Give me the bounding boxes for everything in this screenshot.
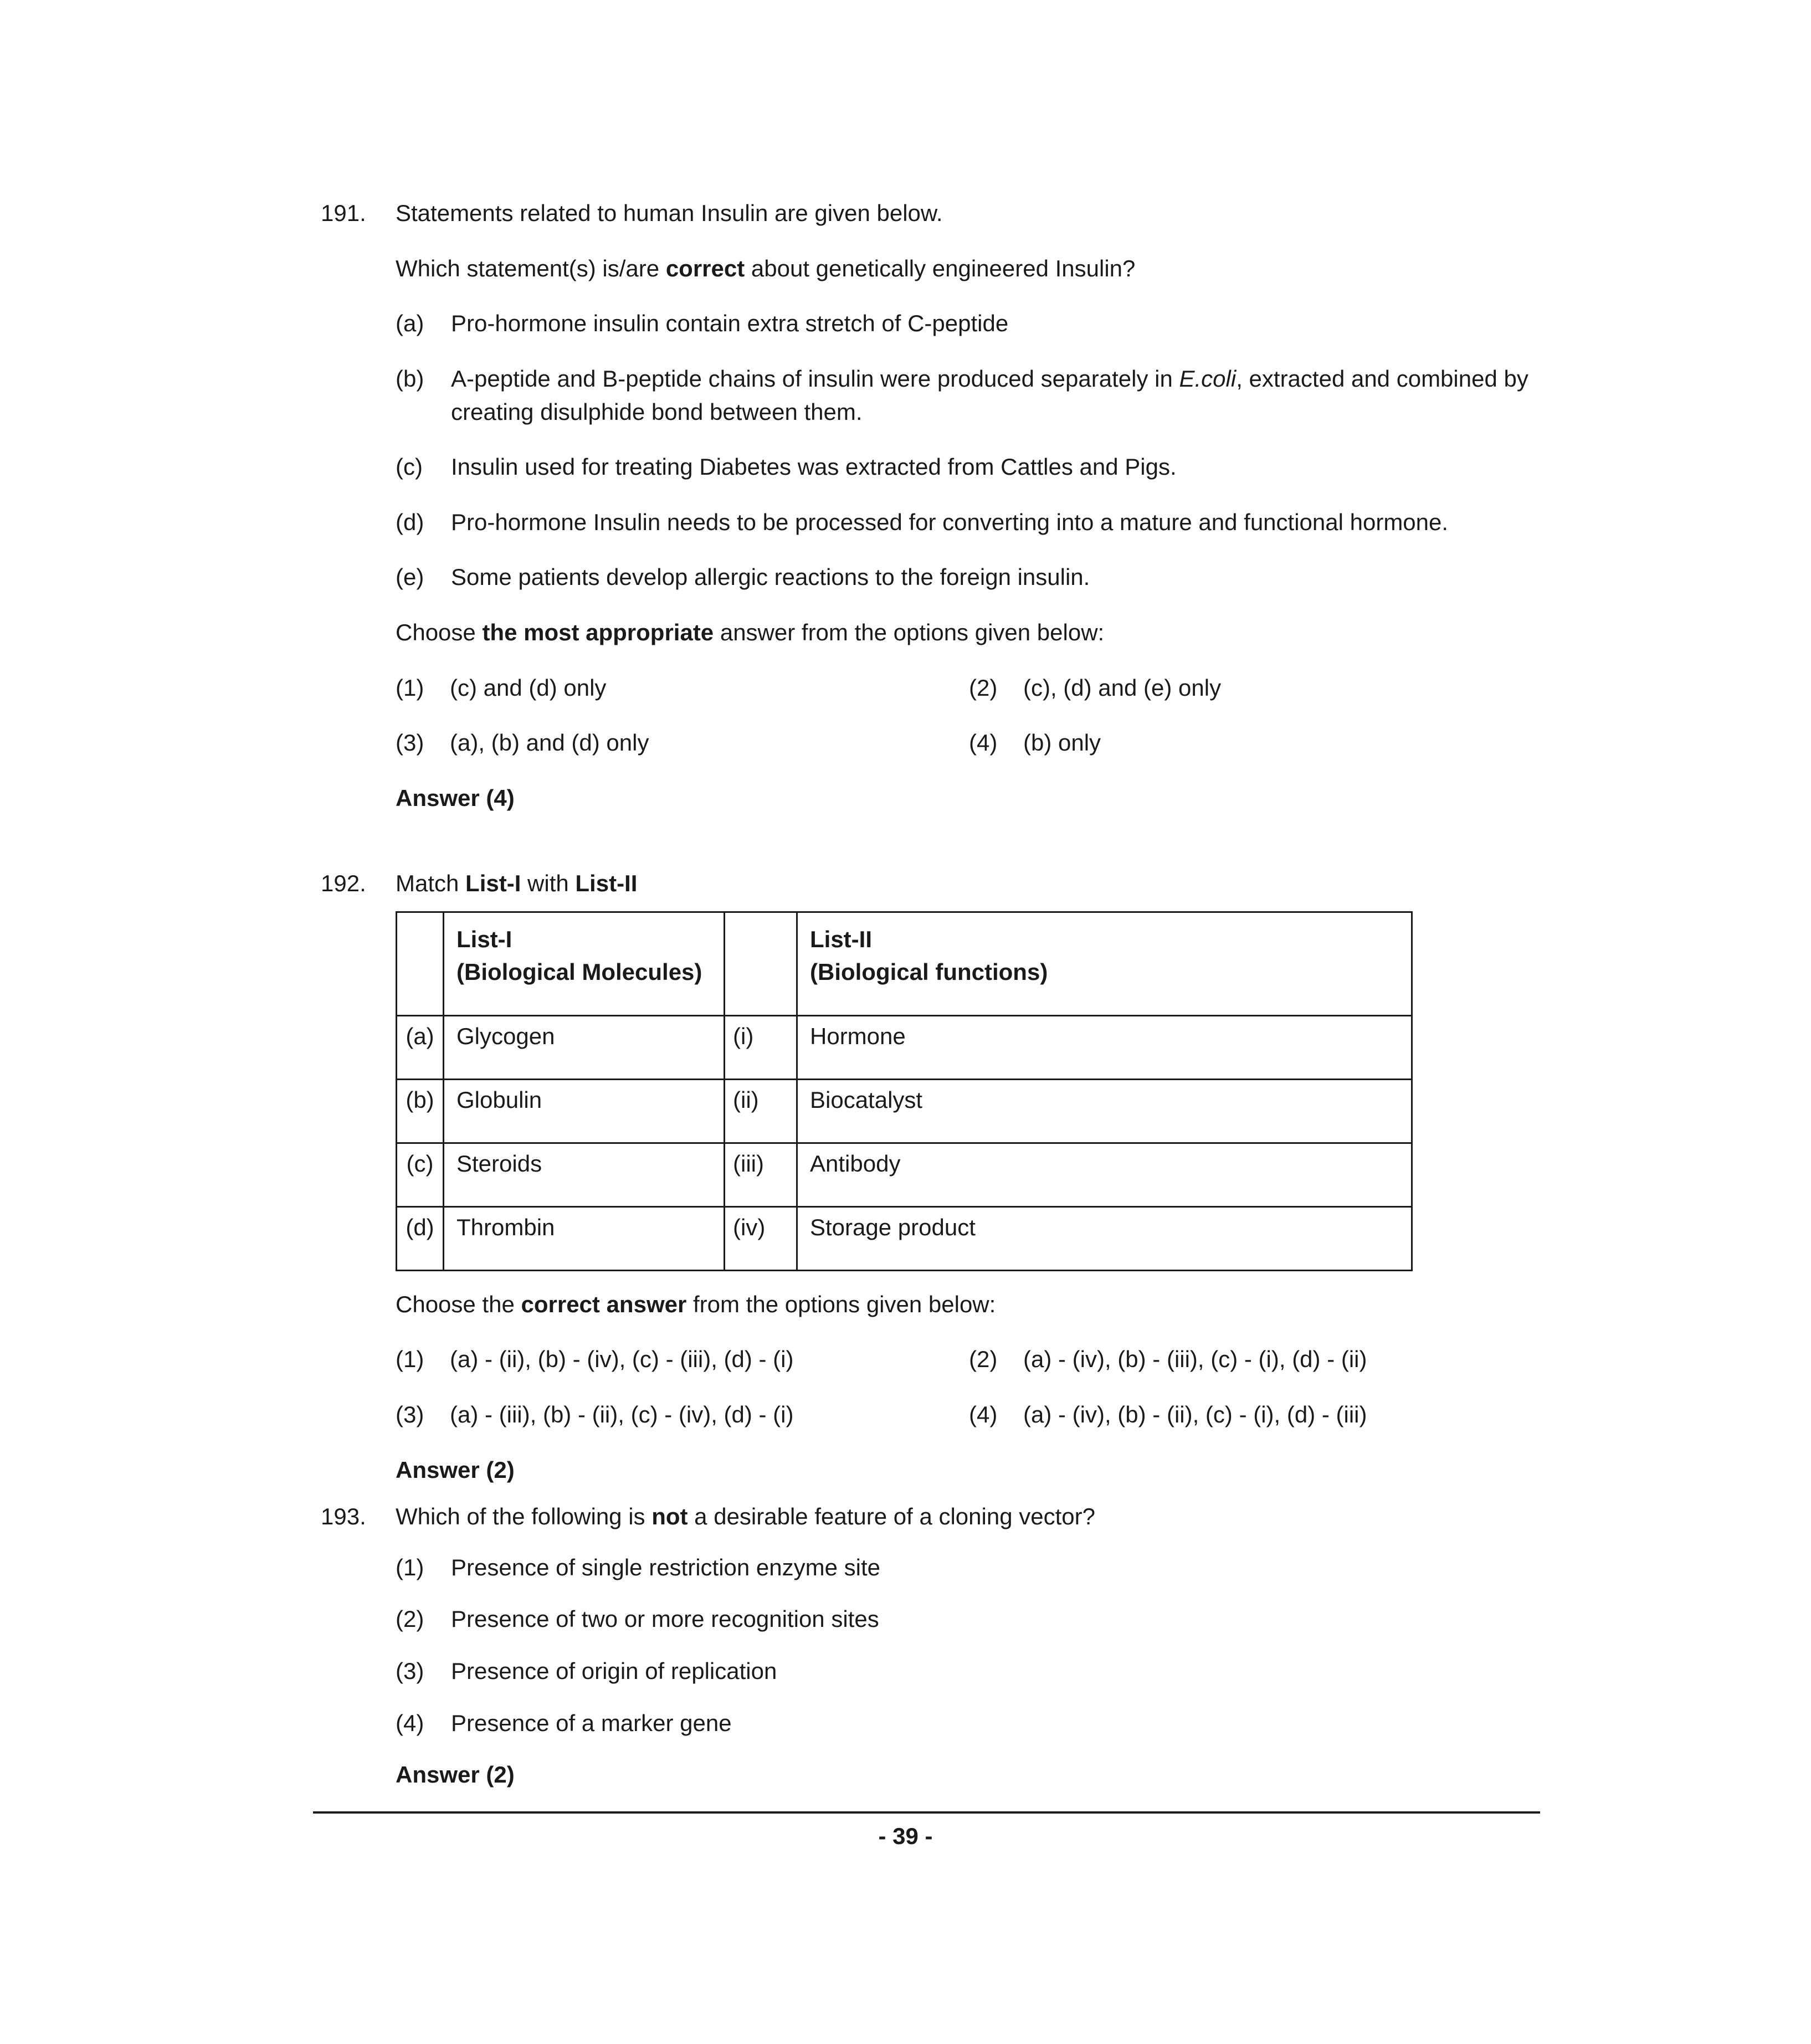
question-stem: Match List-I with List-II (396, 870, 638, 896)
list-i-subtitle: (Biological Molecules) (456, 959, 702, 985)
question-ask: Which statement(s) is/are correct about genetically engineered Insulin? (396, 255, 1136, 281)
list-ii-title: List-II (810, 926, 872, 952)
list-ii-subtitle: (Biological functions) (810, 959, 1048, 985)
question-number: 192. (321, 870, 366, 896)
table-row: (b) Globulin (ii) Biocatalyst (397, 1079, 1412, 1143)
question-number: 191. (321, 200, 366, 226)
answer-options (396, 671, 1545, 782)
table-row: (a) Glycogen (i) Hormone (397, 1015, 1412, 1079)
option-1[interactable]: (1) (c) and (d) only (396, 674, 607, 701)
question-192 (321, 867, 1545, 1508)
table-header-row (397, 912, 1412, 1015)
option-2[interactable]: (2) Presence of two or more recognition sites (396, 1606, 879, 1632)
statement-d: (d) Pro-hormone Insulin needs to be processed for converting into a mature and functional hormone. (396, 509, 1449, 535)
option-4[interactable]: (4) Presence of a marker gene (396, 1709, 732, 1736)
statement-a: (a) Pro-hormone insulin contain extra stretch of C-peptide (396, 310, 1009, 337)
question-193 (321, 1500, 1545, 1814)
option-2[interactable]: (2) (a) - (iv), (b) - (iii), (c) - (i), (d) - (ii) (969, 1346, 1367, 1373)
question-stem: Which of the following is not a desirable feature of a cloning vector? (396, 1503, 1095, 1529)
option-3[interactable]: (3) (a) - (iii), (b) - (ii), (c) - (iv), (d) - (i) (396, 1401, 794, 1427)
footer-divider (313, 1811, 1540, 1814)
option-3[interactable]: (3) Presence of origin of replication (396, 1657, 777, 1684)
choose-instruction: Choose the most appropriate answer from the options given below: (396, 619, 1105, 645)
answer-options (396, 1343, 1545, 1453)
option-3[interactable]: (3) (a), (b) and (d) only (396, 730, 649, 756)
option-1[interactable]: (1) (a) - (ii), (b) - (iv), (c) - (iii), (d) - (i) (396, 1346, 794, 1373)
question-number: 193. (321, 1503, 366, 1529)
list-i-title: List-I (456, 926, 512, 952)
page-number: - 39 - (878, 1823, 933, 1849)
question-stem: Statements related to human Insulin are given below. (396, 200, 943, 226)
answer-text: Answer (4) (396, 784, 515, 811)
statement-c: (c) Insulin used for treating Diabetes was extracted from Cattles and Pigs. (396, 454, 1177, 480)
table-row: (c) Steroids (iii) Antibody (397, 1143, 1412, 1206)
option-1[interactable]: (1) Presence of single restriction enzyme site (396, 1554, 881, 1580)
option-4[interactable]: (4) (b) only (969, 730, 1101, 756)
question-191 (321, 197, 1545, 837)
match-table (396, 911, 1413, 1271)
answer-text: Answer (2) (396, 1456, 515, 1483)
option-2[interactable]: (2) (c), (d) and (e) only (969, 674, 1222, 701)
statement-e: (e) Some patients develop allergic reactions to the foreign insulin. (396, 564, 1090, 590)
table-row: (d) Thrombin (iv) Storage product (397, 1206, 1412, 1270)
statement-b: (b) A-peptide and B-peptide chains of insulin were produced separately in E.coli, extracted and combined by creating disulphide bond between them. (396, 365, 1528, 425)
choose-instruction: Choose the correct answer from the options given below: (396, 1291, 996, 1317)
answer-text: Answer (2) (396, 1761, 515, 1788)
option-4[interactable]: (4) (a) - (iv), (b) - (ii), (c) - (i), (d) - (iii) (969, 1401, 1367, 1427)
